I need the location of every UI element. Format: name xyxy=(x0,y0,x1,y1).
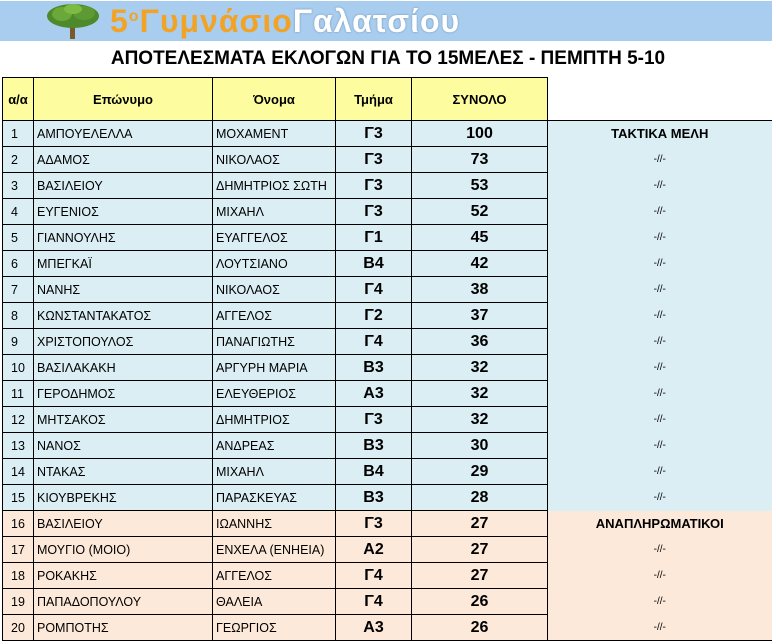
status-note-cell[interactable]: -//- xyxy=(548,563,772,589)
table-row xyxy=(3,329,772,355)
banner-part1: Γυμνάσιο xyxy=(139,3,293,39)
first-name-cell[interactable]: ΕΛΕΥΘΕΡΙΟΣ xyxy=(213,381,336,407)
class-cell[interactable]: Γ1 xyxy=(336,225,412,251)
first-name-cell[interactable]: ΙΩΑΝΝΗΣ xyxy=(213,511,336,537)
row-number-cell[interactable]: 17 xyxy=(3,537,34,563)
row-number-cell[interactable]: 10 xyxy=(3,355,34,381)
row-number-cell[interactable]: 4 xyxy=(3,199,34,225)
class-cell[interactable]: Γ4 xyxy=(336,277,412,303)
header-total[interactable]: ΣΥΝΟΛΟ xyxy=(412,78,548,121)
total-votes-cell[interactable]: 26 xyxy=(412,589,548,615)
surname-cell[interactable]: ΠΑΠΑΔΟΠΟΥΛΟΥ xyxy=(34,589,213,615)
status-note-cell[interactable]: -//- xyxy=(548,147,772,173)
class-cell[interactable]: Γ3 xyxy=(336,511,412,537)
class-cell[interactable]: Β4 xyxy=(336,459,412,485)
table-row xyxy=(3,277,772,303)
banner-title xyxy=(110,0,460,42)
surname-cell[interactable]: ΝΑΝΗΣ xyxy=(34,277,213,303)
table-row xyxy=(3,381,772,407)
table-row xyxy=(3,459,772,485)
table-row xyxy=(3,485,772,511)
class-cell[interactable]: Α2 xyxy=(336,537,412,563)
surname-cell[interactable]: ΓΙΑΝΝΟΥΛΗΣ xyxy=(34,225,213,251)
first-name-cell[interactable]: ΛΟΥΤΣΙΑΝΟ xyxy=(213,251,336,277)
row-number-cell[interactable]: 6 xyxy=(3,251,34,277)
first-name-cell[interactable]: ΑΡΓΥΡΗ ΜΑΡΙΑ xyxy=(213,355,336,381)
status-note-cell[interactable]: -//- xyxy=(548,277,772,303)
table-row xyxy=(3,225,772,251)
total-votes-cell[interactable]: 37 xyxy=(412,303,548,329)
row-number-cell[interactable]: 19 xyxy=(3,589,34,615)
surname-cell[interactable]: ΡΟΚΑΚΗΣ xyxy=(34,563,213,589)
first-name-cell[interactable]: ΘΑΛΕΙΑ xyxy=(213,589,336,615)
table-row xyxy=(3,407,772,433)
total-votes-cell[interactable]: 32 xyxy=(412,355,548,381)
status-note-cell[interactable]: -//- xyxy=(548,381,772,407)
surname-cell[interactable]: ΚΩΝΣΤΑΝΤΑΚΑΤΟΣ xyxy=(34,303,213,329)
total-votes-cell[interactable]: 32 xyxy=(412,381,548,407)
status-note-cell[interactable]: -//- xyxy=(548,407,772,433)
header-row xyxy=(3,78,772,121)
total-votes-cell[interactable]: 28 xyxy=(412,485,548,511)
surname-cell[interactable]: ΜΠΕΓΚΑΪ xyxy=(34,251,213,277)
status-note-cell[interactable]: -//- xyxy=(548,173,772,199)
total-votes-cell[interactable]: 26 xyxy=(412,615,548,641)
table-row xyxy=(3,511,772,537)
first-name-cell[interactable]: ΕΥΑΓΓΕΛΟΣ xyxy=(213,225,336,251)
total-votes-cell[interactable]: 27 xyxy=(412,537,548,563)
status-note-cell[interactable]: -//- xyxy=(548,459,772,485)
status-note-cell[interactable]: ΑΝΑΠΛΗΡΩΜΑΤΙΚΟΙ xyxy=(548,511,772,537)
surname-cell[interactable]: ΜΟΥΓΙΟ (ΜΟΙΟ) xyxy=(34,537,213,563)
first-name-cell[interactable]: ΑΓΓΕΛΟΣ xyxy=(213,563,336,589)
row-number-cell[interactable]: 12 xyxy=(3,407,34,433)
class-cell[interactable]: Β3 xyxy=(336,485,412,511)
class-cell[interactable]: Γ4 xyxy=(336,329,412,355)
status-note-cell[interactable]: -//- xyxy=(548,199,772,225)
row-number-cell[interactable]: 15 xyxy=(3,485,34,511)
table-row xyxy=(3,563,772,589)
banner-part2: Γαλατσίου xyxy=(292,3,461,39)
class-cell[interactable]: Γ3 xyxy=(336,121,412,147)
row-number-cell[interactable]: 20 xyxy=(3,615,34,641)
surname-cell[interactable]: ΕΥΓΕΝΙΟΣ xyxy=(34,199,213,225)
total-votes-cell[interactable]: 27 xyxy=(412,563,548,589)
first-name-cell[interactable]: ΝΙΚΟΛΑΟΣ xyxy=(213,147,336,173)
row-number-cell[interactable]: 1 xyxy=(3,121,34,147)
table-row xyxy=(3,615,772,641)
status-note-cell[interactable]: -//- xyxy=(548,589,772,615)
first-name-cell[interactable]: ΠΑΝΑΓΙΩΤΗΣ xyxy=(213,329,336,355)
class-cell[interactable]: Β4 xyxy=(336,251,412,277)
row-number-cell[interactable]: 16 xyxy=(3,511,34,537)
surname-cell[interactable]: ΒΑΣΙΛΑΚΑΚΗ xyxy=(34,355,213,381)
header-aa[interactable]: α/α xyxy=(3,78,34,121)
table-row xyxy=(3,121,772,147)
tree-logo-icon xyxy=(42,2,104,40)
total-votes-cell[interactable]: 36 xyxy=(412,329,548,355)
first-name-cell[interactable]: ΑΝΔΡΕΑΣ xyxy=(213,433,336,459)
status-note-cell[interactable]: -//- xyxy=(548,355,772,381)
surname-cell[interactable]: ΑΜΠΟΥΕΛΕΛΛΑ xyxy=(34,121,213,147)
status-note-cell[interactable]: -//- xyxy=(548,433,772,459)
table-row xyxy=(3,147,772,173)
status-note-cell[interactable]: -//- xyxy=(548,329,772,355)
table-row xyxy=(3,173,772,199)
total-votes-cell[interactable]: 32 xyxy=(412,407,548,433)
first-name-cell[interactable]: ΜΟΧΑΜΕΝΤ xyxy=(213,121,336,147)
header-surname[interactable]: Επώνυμο xyxy=(34,78,213,121)
class-cell[interactable]: Γ4 xyxy=(336,563,412,589)
class-cell[interactable]: Γ4 xyxy=(336,589,412,615)
row-number-cell[interactable]: 9 xyxy=(3,329,34,355)
status-note-cell[interactable]: -//- xyxy=(548,615,772,641)
surname-cell[interactable]: ΑΔΑΜΟΣ xyxy=(34,147,213,173)
total-votes-cell[interactable]: 53 xyxy=(412,173,548,199)
total-votes-cell[interactable]: 73 xyxy=(412,147,548,173)
status-note-cell[interactable]: -//- xyxy=(548,225,772,251)
surname-cell[interactable]: ΓΕΡΟΔΗΜΟΣ xyxy=(34,381,213,407)
table-row xyxy=(3,589,772,615)
total-votes-cell[interactable]: 30 xyxy=(412,433,548,459)
status-note-cell[interactable]: -//- xyxy=(548,485,772,511)
class-cell[interactable]: Β3 xyxy=(336,355,412,381)
class-cell[interactable]: Γ3 xyxy=(336,199,412,225)
first-name-cell[interactable]: ΠΑΡΑΣΚΕΥΑΣ xyxy=(213,485,336,511)
status-note-cell[interactable]: ΤΑΚΤΙΚΑ ΜΕΛΗ xyxy=(548,121,772,147)
school-banner xyxy=(0,0,776,44)
total-votes-cell[interactable]: 27 xyxy=(412,511,548,537)
class-cell[interactable]: Γ2 xyxy=(336,303,412,329)
table-row xyxy=(3,433,772,459)
header-name[interactable]: Όνομα xyxy=(213,78,336,121)
table-row xyxy=(3,303,772,329)
surname-cell[interactable]: ΝΤΑΚΑΣ xyxy=(34,459,213,485)
first-name-cell[interactable]: ΝΙΚΟΛΑΟΣ xyxy=(213,277,336,303)
row-number-cell[interactable]: 2 xyxy=(3,147,34,173)
table-row xyxy=(3,251,772,277)
status-note-cell[interactable]: -//- xyxy=(548,303,772,329)
row-number-cell[interactable]: 13 xyxy=(3,433,34,459)
surname-cell[interactable]: ΒΑΣΙΛΕΙΟΥ xyxy=(34,511,213,537)
total-votes-cell[interactable]: 38 xyxy=(412,277,548,303)
class-cell[interactable]: Β3 xyxy=(336,433,412,459)
row-number-cell[interactable]: 14 xyxy=(3,459,34,485)
page-title: ΑΠΟΤΕΛΕΣΜΑΤΑ ΕΚΛΟΓΩΝ ΓΙΑ ΤΟ 15ΜΕΛΕΣ - ΠΕΜΠΤΗ 5-10 xyxy=(110,48,666,69)
row-number-cell[interactable]: 5 xyxy=(3,225,34,251)
first-name-cell[interactable]: ΔΗΜΗΤΡΙΟΣ ΣΩΤΗ xyxy=(213,173,336,199)
surname-cell[interactable]: ΒΑΣΙΛΕΙΟΥ xyxy=(34,173,213,199)
row-number-cell[interactable]: 11 xyxy=(3,381,34,407)
banner-prefix: 5 xyxy=(110,3,129,39)
first-name-cell[interactable]: ΑΓΓΕΛΟΣ xyxy=(213,303,336,329)
first-name-cell[interactable]: ΓΕΩΡΓΙΟΣ xyxy=(213,615,336,641)
table-row xyxy=(3,537,772,563)
status-note-cell[interactable]: -//- xyxy=(548,251,772,277)
class-cell[interactable]: Γ3 xyxy=(336,173,412,199)
row-number-cell[interactable]: 18 xyxy=(3,563,34,589)
surname-cell[interactable]: ΚΙΟΥΒΡΕΚΗΣ xyxy=(34,485,213,511)
header-class[interactable]: Τμήμα xyxy=(336,78,412,121)
first-name-cell[interactable]: ΕΝΧΕΛΑ (ΕΝΗΕΙΑ) xyxy=(213,537,336,563)
total-votes-cell[interactable]: 100 xyxy=(412,121,548,147)
table-row xyxy=(3,355,772,381)
row-number-cell[interactable]: 7 xyxy=(3,277,34,303)
first-name-cell[interactable]: ΜΙΧΑΗΛ xyxy=(213,199,336,225)
total-votes-cell[interactable]: 42 xyxy=(412,251,548,277)
first-name-cell[interactable]: ΔΗΜΗΤΡΙΟΣ xyxy=(213,407,336,433)
banner-superscript: ο xyxy=(128,8,140,25)
surname-cell[interactable]: ΡΟΜΠΟΤΗΣ xyxy=(34,615,213,641)
surname-cell[interactable]: ΧΡΙΣΤΟΠΟΥΛΟΣ xyxy=(34,329,213,355)
class-cell[interactable]: Α3 xyxy=(336,615,412,641)
surname-cell[interactable]: ΝΑΝΟΣ xyxy=(34,433,213,459)
header-blank[interactable] xyxy=(548,78,772,121)
row-number-cell[interactable]: 8 xyxy=(3,303,34,329)
total-votes-cell[interactable]: 29 xyxy=(412,459,548,485)
class-cell[interactable]: Γ3 xyxy=(336,407,412,433)
first-name-cell[interactable]: ΜΙΧΑΗΛ xyxy=(213,459,336,485)
class-cell[interactable]: Α3 xyxy=(336,381,412,407)
surname-cell[interactable]: ΜΗΤΣΑΚΟΣ xyxy=(34,407,213,433)
class-cell[interactable]: Γ3 xyxy=(336,147,412,173)
table-row xyxy=(3,199,772,225)
results-table xyxy=(2,77,772,641)
row-number-cell[interactable]: 3 xyxy=(3,173,34,199)
total-votes-cell[interactable]: 52 xyxy=(412,199,548,225)
total-votes-cell[interactable]: 45 xyxy=(412,225,548,251)
status-note-cell[interactable]: -//- xyxy=(548,537,772,563)
